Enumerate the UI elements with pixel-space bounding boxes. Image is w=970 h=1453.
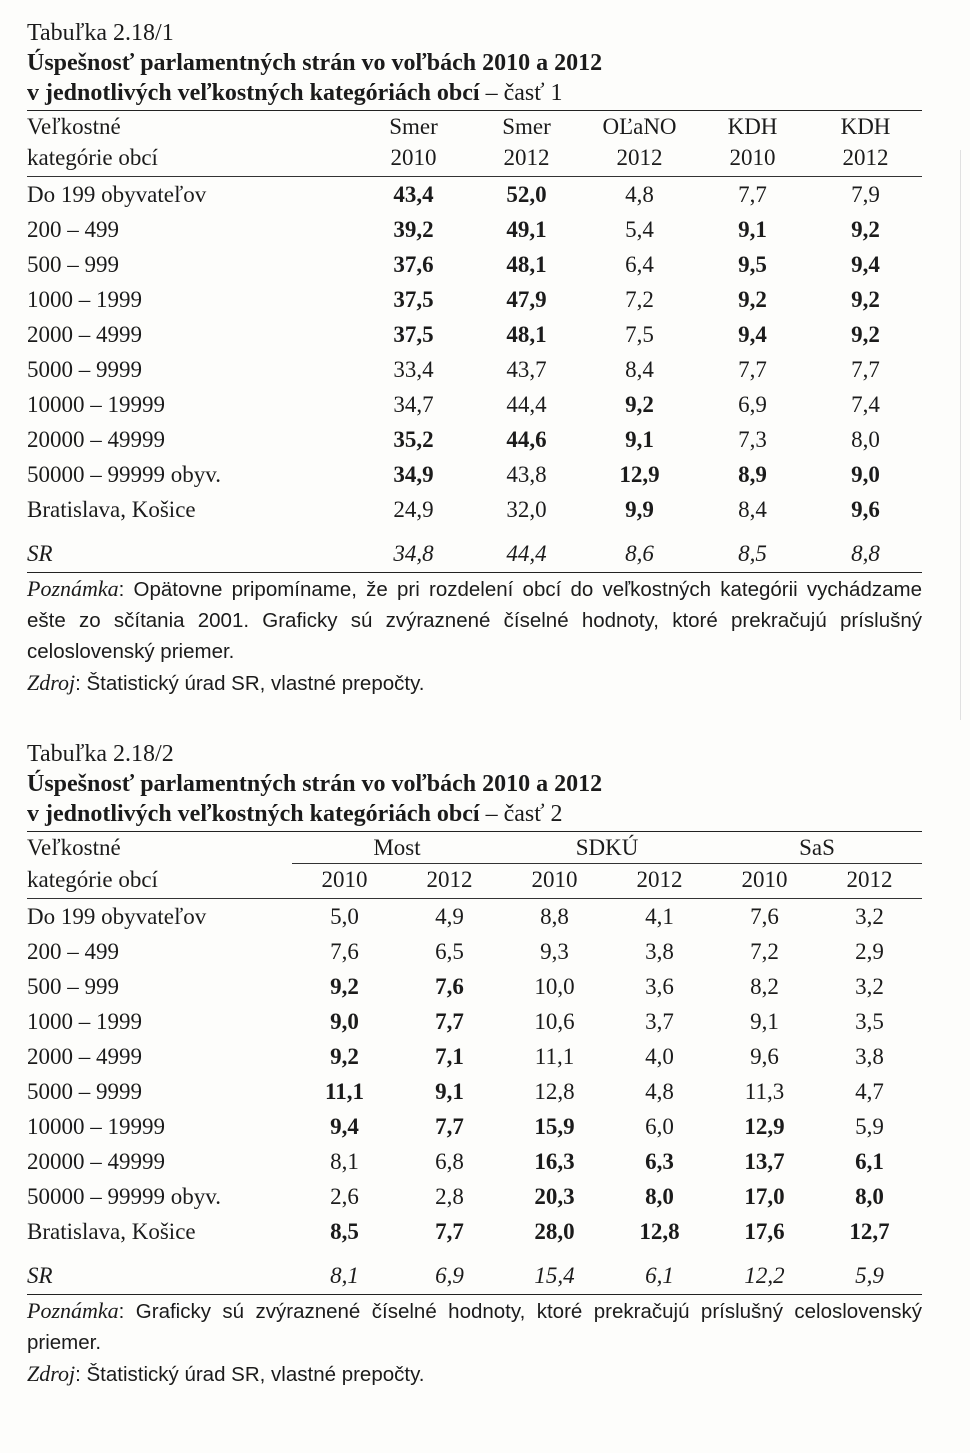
table-cell: 3,8 xyxy=(855,1043,884,1069)
table-cell: 8,8 xyxy=(540,903,569,929)
table-cell: 10,6 xyxy=(534,1008,575,1034)
table-cell: 20,3 xyxy=(534,1183,575,1209)
total-cell: 15,4 xyxy=(502,1249,607,1295)
table-cell: 8,9 xyxy=(738,461,767,487)
table-cell: 7,6 xyxy=(330,938,359,964)
row-label: 200 – 499 xyxy=(27,216,119,242)
table-cell: 7,3 xyxy=(738,426,767,452)
table-cell: 9,9 xyxy=(625,496,654,522)
table-row xyxy=(27,457,922,492)
table2-col-year: 2012 xyxy=(817,864,922,899)
document-page xyxy=(27,18,922,1390)
table1-section xyxy=(27,18,922,699)
row-label: Do 199 obyvateľov xyxy=(27,181,207,207)
row-label: 200 – 499 xyxy=(27,938,119,964)
table1-row-header-line1: Veľkostné xyxy=(27,114,121,139)
table2-title-line2-rest: – časť 2 xyxy=(479,801,563,827)
total-row xyxy=(27,527,922,573)
table2-row-header-line1: Veľkostné xyxy=(27,835,121,861)
table-cell: 4,0 xyxy=(645,1043,674,1069)
table-cell: 6,9 xyxy=(738,391,767,417)
row-label: 20000 – 49999 xyxy=(27,1148,165,1174)
table-cell: 10,0 xyxy=(534,973,575,999)
total-cell: 34,8 xyxy=(357,527,470,573)
table-cell: 7,6 xyxy=(750,903,779,929)
table-cell: 9,1 xyxy=(625,426,654,452)
table2-section xyxy=(27,739,922,1390)
row-label: Bratislava, Košice xyxy=(27,496,196,522)
table1-col-party: KDH xyxy=(727,114,778,139)
total-row xyxy=(27,1249,922,1295)
table1-col-party: Smer xyxy=(389,114,438,139)
table2-source-text: : Štatistický úrad SR, vlastné prepočty. xyxy=(75,1363,425,1386)
table-cell: 12,7 xyxy=(849,1218,890,1244)
table2-body xyxy=(27,899,922,1295)
table1-title-line2 xyxy=(27,78,922,111)
table-cell: 9,2 xyxy=(851,216,880,242)
table-cell: 5,9 xyxy=(855,1113,884,1139)
table2 xyxy=(27,832,922,1295)
table-cell: 37,5 xyxy=(393,286,434,312)
table-cell: 11,3 xyxy=(744,1078,785,1104)
table-cell: 13,7 xyxy=(744,1148,785,1174)
table-row xyxy=(27,317,922,352)
table-cell: 35,2 xyxy=(393,426,434,452)
table-cell: 48,1 xyxy=(506,321,547,347)
table-cell: 52,0 xyxy=(506,181,547,207)
table-cell: 47,9 xyxy=(506,286,547,312)
table-cell: 9,0 xyxy=(330,1008,359,1034)
table-row xyxy=(27,177,922,213)
total-cell: 6,9 xyxy=(397,1249,502,1295)
table-cell: 2,9 xyxy=(855,938,884,964)
table-cell: 12,9 xyxy=(744,1113,785,1139)
table-cell: 4,7 xyxy=(855,1078,884,1104)
table-cell: 7,2 xyxy=(625,286,654,312)
table-cell: 6,0 xyxy=(645,1113,674,1139)
table-cell: 6,5 xyxy=(435,938,464,964)
table1-body xyxy=(27,177,922,573)
table1-col-year: 2012 xyxy=(809,142,922,177)
table-cell: 24,9 xyxy=(393,496,434,522)
total-cell: 8,1 xyxy=(292,1249,397,1295)
table-cell: 7,1 xyxy=(435,1043,464,1069)
table-cell: 8,2 xyxy=(750,973,779,999)
table1-row-header-line2: kategórie obcí xyxy=(27,142,357,177)
table-cell: 4,9 xyxy=(435,903,464,929)
table-row xyxy=(27,1039,922,1074)
table-cell: 3,2 xyxy=(855,973,884,999)
table2-note xyxy=(27,1295,922,1358)
table-cell: 6,8 xyxy=(435,1148,464,1174)
table-cell: 9,0 xyxy=(851,461,880,487)
table-cell: 8,0 xyxy=(645,1183,674,1209)
table1-col-party: OĽaNO xyxy=(602,114,677,139)
table1-note xyxy=(27,573,922,667)
table-cell: 3,6 xyxy=(645,973,674,999)
table-cell: 28,0 xyxy=(534,1218,575,1244)
table2-col-year: 2012 xyxy=(397,864,502,899)
table-cell: 8,0 xyxy=(855,1183,884,1209)
table-row xyxy=(27,1074,922,1109)
table2-row-header-line2: kategórie obcí xyxy=(27,864,292,899)
table-cell: 7,2 xyxy=(750,938,779,964)
table-cell: 37,5 xyxy=(393,321,434,347)
table-row xyxy=(27,969,922,1004)
row-label: 500 – 999 xyxy=(27,973,119,999)
table-cell: 48,1 xyxy=(506,251,547,277)
table-cell: 4,8 xyxy=(645,1078,674,1104)
row-label: 20000 – 49999 xyxy=(27,426,165,452)
table-cell: 43,8 xyxy=(506,461,547,487)
table-cell: 9,4 xyxy=(738,321,767,347)
table-row xyxy=(27,1179,922,1214)
table-cell: 9,2 xyxy=(738,286,767,312)
row-label: 5000 – 9999 xyxy=(27,356,142,382)
table-cell: 17,6 xyxy=(744,1218,785,1244)
table2-col-year: 2010 xyxy=(712,864,817,899)
row-label: 50000 – 99999 obyv. xyxy=(27,461,222,487)
table-cell: 6,4 xyxy=(625,251,654,277)
row-label: 2000 – 4999 xyxy=(27,321,142,347)
table2-party-most: Most xyxy=(292,832,502,864)
row-label: 5000 – 9999 xyxy=(27,1078,142,1104)
table-cell: 15,9 xyxy=(534,1113,575,1139)
table-cell: 6,3 xyxy=(645,1148,674,1174)
table-cell: 3,8 xyxy=(645,938,674,964)
table2-party-sdku: SDKÚ xyxy=(502,832,712,864)
table-cell: 44,6 xyxy=(506,426,547,452)
table-cell: 9,4 xyxy=(851,251,880,277)
row-label: 10000 – 19999 xyxy=(27,1113,165,1139)
table1-source-label: Zdroj xyxy=(27,670,76,695)
table-cell: 9,1 xyxy=(738,216,767,242)
table-row xyxy=(27,492,922,527)
table-cell: 34,7 xyxy=(393,391,434,417)
table1-source-text: : Štatistický úrad SR, vlastné prepočty. xyxy=(75,672,425,695)
table-cell: 9,2 xyxy=(625,391,654,417)
total-cell: 5,9 xyxy=(817,1249,922,1295)
table-row xyxy=(27,1109,922,1144)
row-label: 1000 – 1999 xyxy=(27,1008,142,1034)
table1-col-party: Smer xyxy=(502,114,551,139)
table-cell: 9,6 xyxy=(851,496,880,522)
table-cell: 7,7 xyxy=(738,356,767,382)
table-cell: 7,7 xyxy=(435,1008,464,1034)
table-row xyxy=(27,212,922,247)
table1-title-line2-bold: v jednotlivých veľkostných kategóriách obcí xyxy=(27,80,480,106)
table-cell: 7,5 xyxy=(625,321,654,347)
table-cell: 7,4 xyxy=(851,391,880,417)
table2-col-year: 2010 xyxy=(292,864,397,899)
table-cell: 9,2 xyxy=(330,1043,359,1069)
table-cell: 12,8 xyxy=(534,1078,575,1104)
table-row xyxy=(27,352,922,387)
table-cell: 8,0 xyxy=(851,426,880,452)
row-label: Bratislava, Košice xyxy=(27,1218,196,1244)
table-row xyxy=(27,422,922,457)
table1-col-year: 2010 xyxy=(357,142,470,177)
table-row xyxy=(27,1214,922,1249)
table-cell: 43,4 xyxy=(393,181,434,207)
table2-source-label: Zdroj xyxy=(27,1361,76,1386)
table-row xyxy=(27,1144,922,1179)
table1-source xyxy=(27,667,922,699)
scan-edge-line xyxy=(960,150,961,720)
total-cell: 6,1 xyxy=(607,1249,712,1295)
table-row xyxy=(27,1004,922,1039)
table1 xyxy=(27,111,922,573)
table1-col-year: 2012 xyxy=(470,142,583,177)
row-label: 50000 – 99999 obyv. xyxy=(27,1183,222,1209)
table1-col-party: KDH xyxy=(840,114,891,139)
total-cell: 12,2 xyxy=(712,1249,817,1295)
table-row xyxy=(27,387,922,422)
table-cell: 3,2 xyxy=(855,903,884,929)
table-row xyxy=(27,247,922,282)
table-row xyxy=(27,934,922,969)
table1-title-line1: Úspešnosť parlamentných strán vo voľbách 2010 a 2012 xyxy=(27,50,603,76)
table1-col-year: 2010 xyxy=(696,142,809,177)
table1-note-text: : Opätovne pripomíname, že pri rozdelení obcí do veľkostných kategórii vychádzame ešte zo sčítania 2001. Graficky sú zvýraznené číselné hodnoty, ktoré prekračujú príslušný celoslovenský priemer. xyxy=(27,578,922,663)
table-cell: 7,7 xyxy=(435,1218,464,1244)
table-cell: 9,1 xyxy=(750,1008,779,1034)
table-cell: 9,2 xyxy=(851,286,880,312)
table-cell: 3,5 xyxy=(855,1008,884,1034)
total-cell: 8,6 xyxy=(583,527,696,573)
table-cell: 16,3 xyxy=(534,1148,575,1174)
table2-title-line2 xyxy=(27,799,922,832)
table-cell: 32,0 xyxy=(506,496,547,522)
table-cell: 44,4 xyxy=(506,391,547,417)
table-cell: 43,7 xyxy=(506,356,547,382)
table-row xyxy=(27,282,922,317)
table2-note-text: : Graficky sú zvýraznené číselné hodnoty, ktoré prekračujú príslušný celoslovenský priemer. xyxy=(27,1300,922,1354)
table-cell: 9,5 xyxy=(738,251,767,277)
table-cell: 12,8 xyxy=(639,1218,680,1244)
table-cell: 8,5 xyxy=(330,1218,359,1244)
table1-col-year: 2012 xyxy=(583,142,696,177)
total-cell: 44,4 xyxy=(470,527,583,573)
table-cell: 9,1 xyxy=(435,1078,464,1104)
total-row-label: SR xyxy=(27,527,357,573)
table-cell: 39,2 xyxy=(393,216,434,242)
table-row xyxy=(27,899,922,935)
table-cell: 2,6 xyxy=(330,1183,359,1209)
table-cell: 33,4 xyxy=(393,356,434,382)
total-cell: 8,8 xyxy=(809,527,922,573)
table-cell: 37,6 xyxy=(393,251,434,277)
table-cell: 5,0 xyxy=(330,903,359,929)
table1-label: Tabuľka 2.18/1 xyxy=(27,20,174,46)
table-cell: 8,4 xyxy=(738,496,767,522)
table-cell: 11,1 xyxy=(325,1078,364,1104)
table2-title-line2-bold: v jednotlivých veľkostných kategóriách obcí xyxy=(27,801,480,827)
table-cell: 12,9 xyxy=(619,461,660,487)
table-cell: 9,2 xyxy=(851,321,880,347)
table-cell: 17,0 xyxy=(744,1183,785,1209)
table-cell: 9,2 xyxy=(330,973,359,999)
table-cell: 8,1 xyxy=(330,1148,359,1174)
table-cell: 5,4 xyxy=(625,216,654,242)
table-cell: 7,7 xyxy=(738,181,767,207)
total-row-label: SR xyxy=(27,1249,292,1295)
table-cell: 2,8 xyxy=(435,1183,464,1209)
table-cell: 9,6 xyxy=(750,1043,779,1069)
table-cell: 7,9 xyxy=(851,181,880,207)
section-spacer xyxy=(27,699,922,739)
table-cell: 4,8 xyxy=(625,181,654,207)
table-cell: 7,6 xyxy=(435,973,464,999)
table-cell: 9,4 xyxy=(330,1113,359,1139)
table2-title-line1: Úspešnosť parlamentných strán vo voľbách 2010 a 2012 xyxy=(27,771,603,797)
table1-note-label: Poznámka xyxy=(27,576,119,601)
table-cell: 34,9 xyxy=(393,461,434,487)
row-label: 2000 – 4999 xyxy=(27,1043,142,1069)
table-cell: 7,7 xyxy=(435,1113,464,1139)
table-cell: 6,1 xyxy=(855,1148,884,1174)
table2-col-year: 2012 xyxy=(607,864,712,899)
table-cell: 7,7 xyxy=(851,356,880,382)
table2-col-year: 2010 xyxy=(502,864,607,899)
table-cell: 49,1 xyxy=(506,216,547,242)
total-cell: 8,5 xyxy=(696,527,809,573)
row-label: 500 – 999 xyxy=(27,251,119,277)
table2-label: Tabuľka 2.18/2 xyxy=(27,741,174,767)
table1-title-line2-rest: – časť 1 xyxy=(479,80,563,106)
table2-party-sas: SaS xyxy=(712,832,922,864)
table-cell: 3,7 xyxy=(645,1008,674,1034)
table-cell: 9,3 xyxy=(540,938,569,964)
table-cell: 11,1 xyxy=(534,1043,575,1069)
row-label: 1000 – 1999 xyxy=(27,286,142,312)
row-label: Do 199 obyvateľov xyxy=(27,903,207,929)
table2-source xyxy=(27,1358,922,1390)
table2-note-label: Poznámka xyxy=(27,1298,119,1323)
table-cell: 4,1 xyxy=(645,903,674,929)
table-cell: 8,4 xyxy=(625,356,654,382)
row-label: 10000 – 19999 xyxy=(27,391,165,417)
